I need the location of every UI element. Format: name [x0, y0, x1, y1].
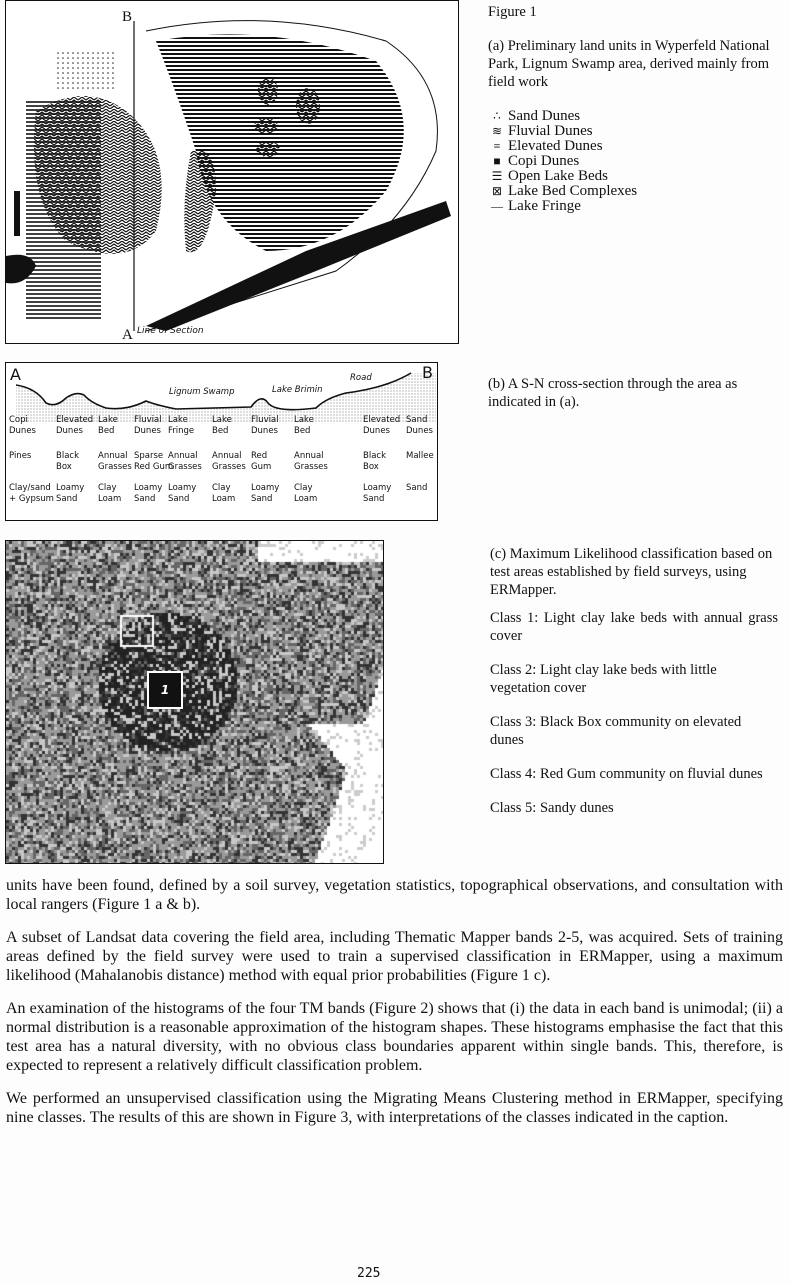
elevated-dunes-icon: ≡ [493, 139, 501, 153]
section-landform-cell: Elevated Dunes [56, 415, 94, 436]
section-vegetation-cell: Annual Grasses [212, 451, 246, 472]
section-soil-cell: Clay Loam [294, 483, 318, 504]
section-vegetation-cell: Pines [9, 451, 32, 461]
section-soil-cell: Clay/sand + Gypsum [9, 483, 54, 504]
map-legend [486, 109, 637, 214]
figure-label: Figure 1 [488, 4, 537, 20]
copi-dunes-icon: ■ [493, 154, 501, 168]
section-vegetation-cell: Annual Grasses [98, 451, 132, 472]
section-soil-cell: Loamy Sand [134, 483, 163, 504]
open-lake-beds-icon: ☰ [491, 169, 503, 183]
section-landform-cell: Copi Dunes [9, 415, 36, 436]
lake-bed-complexes-icon: ⊠ [491, 184, 503, 198]
section-vegetation-cell: Annual Grasses [294, 451, 328, 472]
legend-label: Lake Fringe [508, 198, 581, 214]
section-vegetation-cell: Red Gum [251, 451, 272, 472]
section-landform-cell: Sand Dunes [406, 415, 433, 436]
caption-a: (a) Preliminary land units in Wyperfeld National Park, Lignum Swamp area, derived mainly from field work [488, 38, 770, 90]
cross-section [5, 362, 438, 521]
class-item: Class 5: Sandy dunes [490, 800, 614, 816]
section-label-b: B [422, 363, 433, 382]
legend-label: Open Lake Beds [508, 168, 608, 184]
line-of-section-label: Line of Section [137, 326, 204, 336]
section-landform-cell: Fluvial Dunes [251, 415, 279, 436]
section-soil-cell: Loamy Sand [363, 483, 392, 504]
section-soil-cell: Loamy Sand [168, 483, 197, 504]
section-landform-cell: Lake Bed [294, 415, 314, 436]
paragraph: We performed an unsupervised classification using the Migrating Means Clustering method in ERMapper, specifying nine classes. The results of this are shown in Figure 3, with interpretations of the classes indicated in the caption. [6, 1090, 783, 1126]
sand-dunes-icon: ∴ [493, 109, 501, 123]
section-soil-cell: Sand [406, 483, 428, 493]
legend-label: Sand Dunes [508, 108, 581, 124]
section-landform-cell: Lake Bed [212, 415, 232, 436]
map-label-a: A [122, 327, 133, 343]
paragraph: units have been found, defined by a soil survey, vegetation statistics, topographical observations, and consultation with local rangers (Figure 1 a & b). [6, 877, 783, 913]
paragraph: A subset of Landsat data covering the field area, including Thematic Mapper bands 2-5, was acquired. Sets of training areas defined by the field survey were used to train a supervised classification in ERMapper, using a maximum likelihood (Mahalanobis distance) method with equal prior probabilities (Figure 1 c). [6, 929, 783, 984]
page-number: 225 [357, 1266, 381, 1281]
class-item: Class 4: Red Gum community on fluvial dunes [490, 766, 763, 782]
caption-c-block [490, 545, 778, 817]
section-soil-cell: Clay Loam [98, 483, 122, 504]
section-soil-cell: Loamy Sand [251, 483, 280, 504]
section-vegetation-cell: Annual Grasses [168, 451, 202, 472]
legend-label: Lake Bed Complexes [508, 183, 638, 199]
class-item: Class 2: Light clay lake beds with little vegetation cover [490, 662, 717, 696]
caption-b: (b) A S-N cross-section through the area as indicated in (a). [488, 376, 738, 410]
lake-fringe-icon: — [491, 199, 503, 213]
classification-image [5, 540, 384, 864]
fluvial-dunes-icon: ≋ [491, 124, 503, 138]
section-soil-cell: Clay Loam [212, 483, 236, 504]
class-item: Class 1: Light clay lake beds with annual grass cover [490, 610, 778, 644]
map-label-b: B [122, 9, 133, 25]
section-vegetation-cell: Mallee [406, 451, 434, 461]
legend-label: Elevated Dunes [508, 138, 603, 154]
class-item: Class 3: Black Box community on elevated dunes [490, 714, 742, 748]
section-landform-cell: Lake Bed [98, 415, 118, 436]
legend-label: Copi Dunes [508, 153, 580, 169]
section-vegetation-cell: Black Box [56, 451, 79, 472]
section-label-a: A [10, 365, 21, 384]
section-landform-cell: Elevated Dunes [363, 415, 401, 436]
section-landform-cell: Fluvial Dunes [134, 415, 162, 436]
classification-raster [6, 541, 383, 863]
section-vegetation-cell: Sparse Red Gum [134, 451, 174, 472]
land-units-map [5, 0, 459, 344]
paragraph: An examination of the histograms of the four TM bands (Figure 2) shows that (i) the data in each band is unimodal; (ii) a normal distribution is a reasonable approximation of the histogram shapes. These histograms emphasise the fact that this test area has a natural diversity, with no obvious class boundaries apparent within single bands. This, therefore, is expected to represent a relatively difficult classification problem. [6, 1000, 783, 1074]
land-units-map-drawing [6, 1, 458, 343]
lake-brimin-label: Lake Brimin [272, 385, 323, 395]
lignum-swamp-label: Lignum Swamp [169, 387, 235, 397]
road-label: Road [350, 373, 372, 383]
section-vegetation-cell: Black Box [363, 451, 386, 472]
section-landform-cell: Lake Fringe [168, 415, 195, 436]
section-soil-cell: Loamy Sand [56, 483, 85, 504]
caption-c: (c) Maximum Likelihood classification based on test areas established by field surveys, using ERMapper. [490, 546, 773, 598]
class-1-marker: 1 [147, 671, 183, 709]
legend-label: Fluvial Dunes [508, 123, 593, 139]
body-text [6, 876, 783, 1141]
